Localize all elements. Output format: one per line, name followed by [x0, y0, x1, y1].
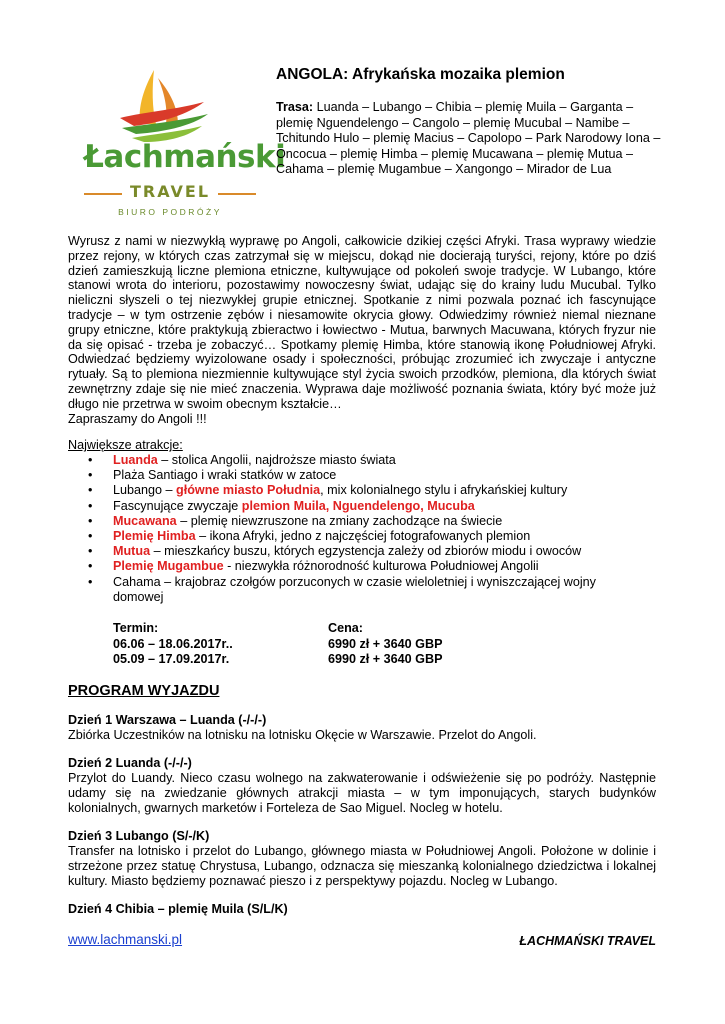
- term-price: 6990 zł + 3640 GBP: [328, 652, 443, 666]
- day-text: Transfer na lotnisko i przelot do Lubango, głównego miasta w Południowej Angoli. Położone w dolinie i strzeżone przez statuę Chrystusa, Lubango, odznacza się mieszanką kolonialnego dziedzictwa i lokalnej kultury. Miasto będziemy poznawać pieszo i z perspektywy pojazdu. Nocleg w Lubango.: [68, 844, 656, 888]
- price-label: Cena:: [328, 621, 363, 635]
- footer-brand: ŁACHMAŃSKI TRAVEL: [519, 934, 656, 948]
- attraction-text: Fascynujące zwyczaje: [113, 498, 242, 513]
- attraction-item: [68, 483, 628, 498]
- logo-travel: TRAVEL: [129, 182, 211, 201]
- attraction-item: [68, 499, 628, 514]
- attraction-highlight: Luanda: [113, 453, 158, 467]
- attraction-item: [68, 453, 628, 468]
- attraction-text: - niezwykła różnorodność kulturowa Południowej Angolii: [223, 559, 539, 574]
- attractions-heading: Największe atrakcje:: [68, 438, 183, 452]
- term-price: 6990 zł + 3640 GBP: [328, 636, 443, 651]
- attraction-highlight: Plemię Mugambue: [113, 559, 224, 574]
- terms-row: [113, 637, 493, 653]
- attraction-text: Plaża Santiago i wraki statków w zatoce: [113, 468, 337, 483]
- company-logo: [70, 68, 286, 218]
- program-day: [68, 829, 656, 889]
- attraction-text: Lubango –: [113, 483, 177, 498]
- program-heading: PROGRAM WYJAZDU: [68, 683, 220, 699]
- attraction-item: [68, 514, 628, 529]
- attraction-text: – mieszkańcy buszu, których egzystencja zależy od zbiorów miodu i owoców: [150, 544, 582, 559]
- intro-section: [68, 234, 656, 426]
- attraction-text: – plemię niewzruszone na zmiany zachodzące na świecie: [176, 513, 503, 528]
- attraction-item: [68, 468, 628, 483]
- attraction-item: [68, 559, 628, 574]
- attraction-highlight: Mucawana: [113, 513, 177, 528]
- attraction-item: [68, 575, 628, 605]
- logo-name: Łachmański: [84, 139, 286, 175]
- route-label: Trasa:: [276, 100, 314, 114]
- program-days: [68, 713, 656, 930]
- day-title: Dzień 1 Warszawa – Luanda (-/-/-): [68, 713, 267, 727]
- intro-closing: Zapraszamy do Angoli !!!: [68, 411, 207, 426]
- attraction-text: – ikona Afryki, jedno z najczęściej fotografowanych plemion: [195, 529, 531, 544]
- attraction-highlight: plemion Muila, Nguendelengo, Mucuba: [241, 498, 475, 513]
- logo-subtitle: BIURO PODRÓŻY: [118, 207, 222, 217]
- attraction-text: , mix kolonialnego stylu i afrykańskiej kultury: [320, 483, 568, 498]
- page-title: ANGOLA: Afrykańska mozaika plemion: [276, 66, 565, 83]
- day-title: Dzień 2 Luanda (-/-/-): [68, 756, 192, 770]
- sail-logo-icon: [114, 68, 214, 148]
- attraction-item: [68, 544, 628, 559]
- program-day: [68, 902, 656, 917]
- term-date: 06.06 – 18.06.2017r..: [113, 636, 233, 651]
- attraction-highlight: Plemię Himba: [113, 529, 196, 544]
- attraction-item: [68, 529, 628, 544]
- terms-table: [113, 621, 493, 668]
- website-link[interactable]: www.lachmanski.pl: [68, 932, 183, 947]
- route-text: Luanda – Lubango – Chibia – plemię Muila – Garganta – plemię Nguendelengo – Cangolo – plemię Mucubal – Namibe – Tchitundo Hulo – plemię Macius – Capolopo – Park Narodowy Iona – Oncocua – plemię Himba – plemię Mucawana – plemię Mutua – Cahama – plemię Mugambue – Xangongo – Mirador de Lua: [276, 100, 661, 176]
- attractions-list: [68, 453, 628, 605]
- route-description: [276, 100, 666, 178]
- attraction-text: Cahama – krajobraz czołgów porzuconych w czasie wieloletniej i wyniszczającej wojny domowej: [113, 574, 596, 604]
- term-label: Termin:: [113, 621, 159, 635]
- intro-paragraph: Wyrusz z nami w niezwykłą wyprawę po Angoli, całkowicie dzikiej części Afryki. Trasa wyprawy wiedzie przez rejony, w których czas zatrzymał się w miejscu, dokąd nie docierają turyści, rejony, które po dziś dzień zamieszkują liczne plemiona etniczne, kultywujące od pokoleń swoje tradycje. W Lubango, które stanowi wrota do interioru, pozostawimy nowoczesny świat, udając się do krainy ludu Mucubal. Tylko nieliczni słyszeli o tej niezwykłej grupie etnicznej. Spotkanie z nimi pozwala poznać ich fascynujące tradycje – w tym ostrzenie zębów i niesamowite okrycia głowy. Odwiedzimy również niemal nieznane grupy etniczne, które praktykują zbieractwo i łowiectwo - Mutua, barwnych Macuwana, których fryzur nie da się opisać - trzeba je zobaczyć… Spotkamy plemię Himba, które stanowią ikonę Południowej Afryki. Odwiedzać będziemy wyizolowane osady i społeczności, próbując zrozumieć ich zwyczaje i antyczne rytuały. Są to plemiona niezmiennie kultywujące styl życia swoich przodków, plemiona, dla których świat zewnętrzny zdaje się nie mieć znaczenia. Wyprawa daje możliwość poznania świata, który być może już długo nie przetrwa w swoim obecnym kształcie…: [68, 234, 656, 411]
- day-title: Dzień 3 Lubango (S/-/K): [68, 829, 210, 843]
- attraction-highlight: główne miasto Południa: [176, 483, 321, 498]
- attraction-text: – stolica Angolii, najdroższe miasto świata: [157, 453, 396, 467]
- day-text: Przylot do Luandy. Nieco czasu wolnego na zakwaterowanie i odświeżenie się po podróży. Następnie udamy się na zwiedzanie głównych atrakcji miasta – w tym imponujących, starych budynków kolonialnych, gwarnych marketów i Forteleza de Sao Miguel. Nocleg w hotelu.: [68, 771, 656, 815]
- terms-header-row: [113, 621, 493, 637]
- program-day: [68, 756, 656, 816]
- day-text: Zbiórka Uczestników na lotnisku na lotnisku Okęcie w Warszawie. Przelot do Angoli.: [68, 728, 537, 742]
- program-day: [68, 713, 656, 743]
- day-title: Dzień 4 Chibia – plemię Muila (S/L/K): [68, 902, 288, 916]
- term-date: 05.09 – 17.09.2017r.: [113, 652, 230, 666]
- attraction-highlight: Mutua: [113, 544, 151, 559]
- terms-row: [113, 652, 493, 668]
